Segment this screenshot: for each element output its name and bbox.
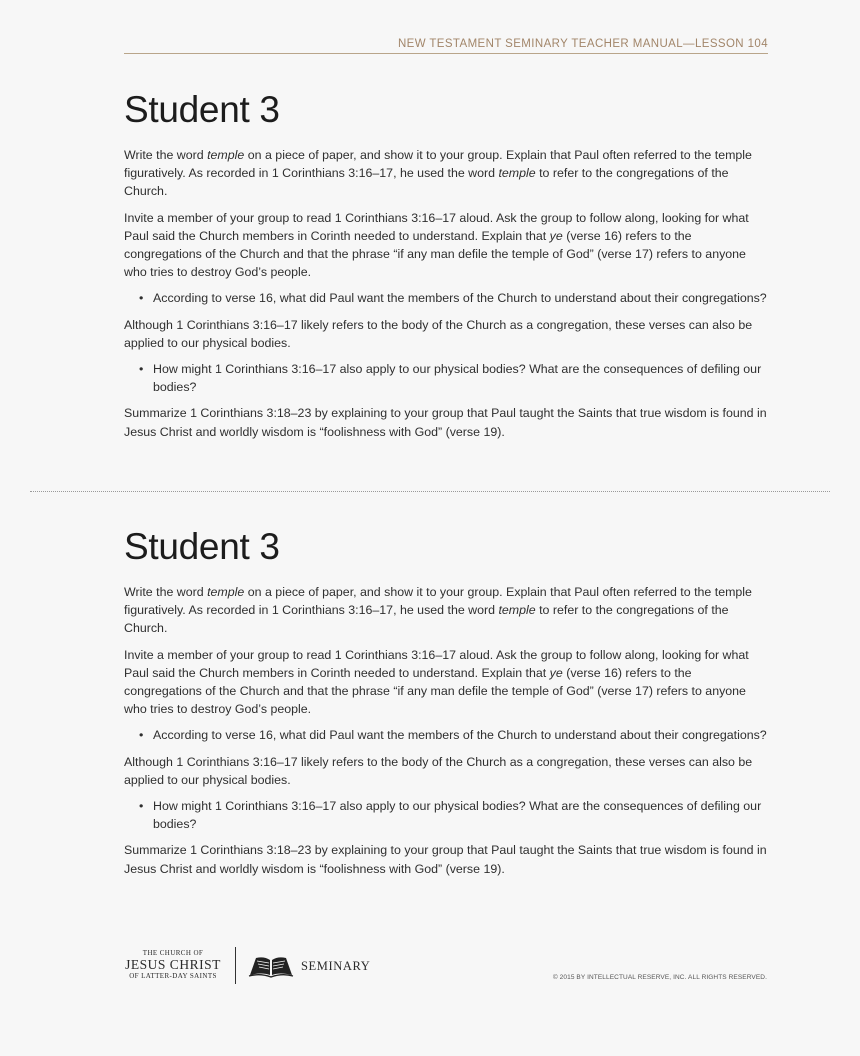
student-section-1: [124, 86, 768, 449]
paragraph-application: Although 1 Corinthians 3:16–17 likely refers to the body of the Church as a congregation, these verses can also be applied to our physical bodies.: [124, 754, 753, 787]
bullet-icon: •: [139, 362, 144, 377]
church-logo-line1: THE CHURCH OF: [142, 949, 204, 957]
copyright-notice: © 2015 BY INTELLECTUAL RESERVE, INC. ALL RIGHTS RESERVED.: [552, 974, 767, 981]
bullet-icon: •: [139, 728, 144, 743]
question-list: [124, 726, 768, 744]
section-divider: [30, 491, 830, 492]
paragraph-intro: Write the word temple on a piece of paper, and show it to your group. Explain that Paul often referred to the temple figuratively. As recorded in 1 Corinthians 3:16–17, he used the word temple to refer to the congregations of the Church.: [124, 148, 752, 199]
seminary-logo-text: SEMINARY: [301, 959, 371, 973]
question-list: [124, 360, 768, 396]
question-list: [124, 289, 768, 307]
paragraph-invite: Invite a member of your group to read 1 Corinthians 3:16–17 aloud. Ask the group to follow along, looking for what Paul said the Church members in Corinth needed to understand. Explain that ye (verse 16) refers to the congregations of the Church and that the phrase “if any man defile the temple of God” (verse 17) refers to anyone who tries to destroy God’s people.: [124, 647, 749, 717]
paragraph-intro: Write the word temple on a piece of paper, and show it to your group. Explain that Paul often referred to the temple figuratively. As recorded in 1 Corinthians 3:16–17, he used the word temple to refer to the congregations of the Church.: [124, 585, 752, 636]
running-header: [124, 38, 768, 54]
question-item: • How might 1 Corinthians 3:16–17 also apply to our physical bodies? What are the consequences of defiling our bodies?: [139, 362, 762, 395]
question-item: • According to verse 16, what did Paul want the members of the Church to understand about their congregations?: [153, 289, 768, 307]
running-header-text: NEW TESTAMENT SEMINARY TEACHER MANUAL—LESSON 104: [397, 38, 768, 50]
paragraph-application: Although 1 Corinthians 3:16–17 likely refers to the body of the Church as a congregation, these verses can also be applied to our physical bodies.: [124, 317, 753, 350]
open-book-icon: [248, 954, 294, 983]
section-title: Student 3: [124, 526, 280, 567]
question-item: • According to verse 16, what did Paul want the members of the Church to understand about their congregations?: [153, 726, 768, 744]
paragraph-invite: Invite a member of your group to read 1 Corinthians 3:16–17 aloud. Ask the group to follow along, looking for what Paul said the Church members in Corinth needed to understand. Explain that ye (verse 16) refers to the congregations of the Church and that the phrase “if any man defile the temple of God” (verse 17) refers to anyone who tries to destroy God’s people.: [124, 210, 749, 280]
church-logo-line3: OF LATTER-DAY SAINTS: [129, 972, 217, 980]
logo-divider: [235, 947, 236, 984]
section-title: Student 3: [124, 89, 280, 130]
paragraph-summary: Summarize 1 Corinthians 3:18–23 by explaining to your group that Paul taught the Saints that true wisdom is found in Jesus Christ and worldly wisdom is “foolishness with God” (verse 19).: [124, 406, 767, 439]
church-logo: [124, 949, 222, 981]
paragraph-summary: Summarize 1 Corinthians 3:18–23 by explaining to your group that Paul taught the Saints that true wisdom is found in Jesus Christ and worldly wisdom is “foolishness with God” (verse 19).: [124, 843, 767, 876]
bullet-icon: •: [139, 799, 144, 814]
bullet-icon: •: [139, 291, 144, 306]
question-item: • How might 1 Corinthians 3:16–17 also apply to our physical bodies? What are the consequences of defiling our bodies?: [139, 799, 762, 832]
question-list: [124, 797, 768, 833]
church-logo-line2: JESUS CHRIST: [125, 957, 221, 972]
student-section-2: [124, 523, 768, 886]
